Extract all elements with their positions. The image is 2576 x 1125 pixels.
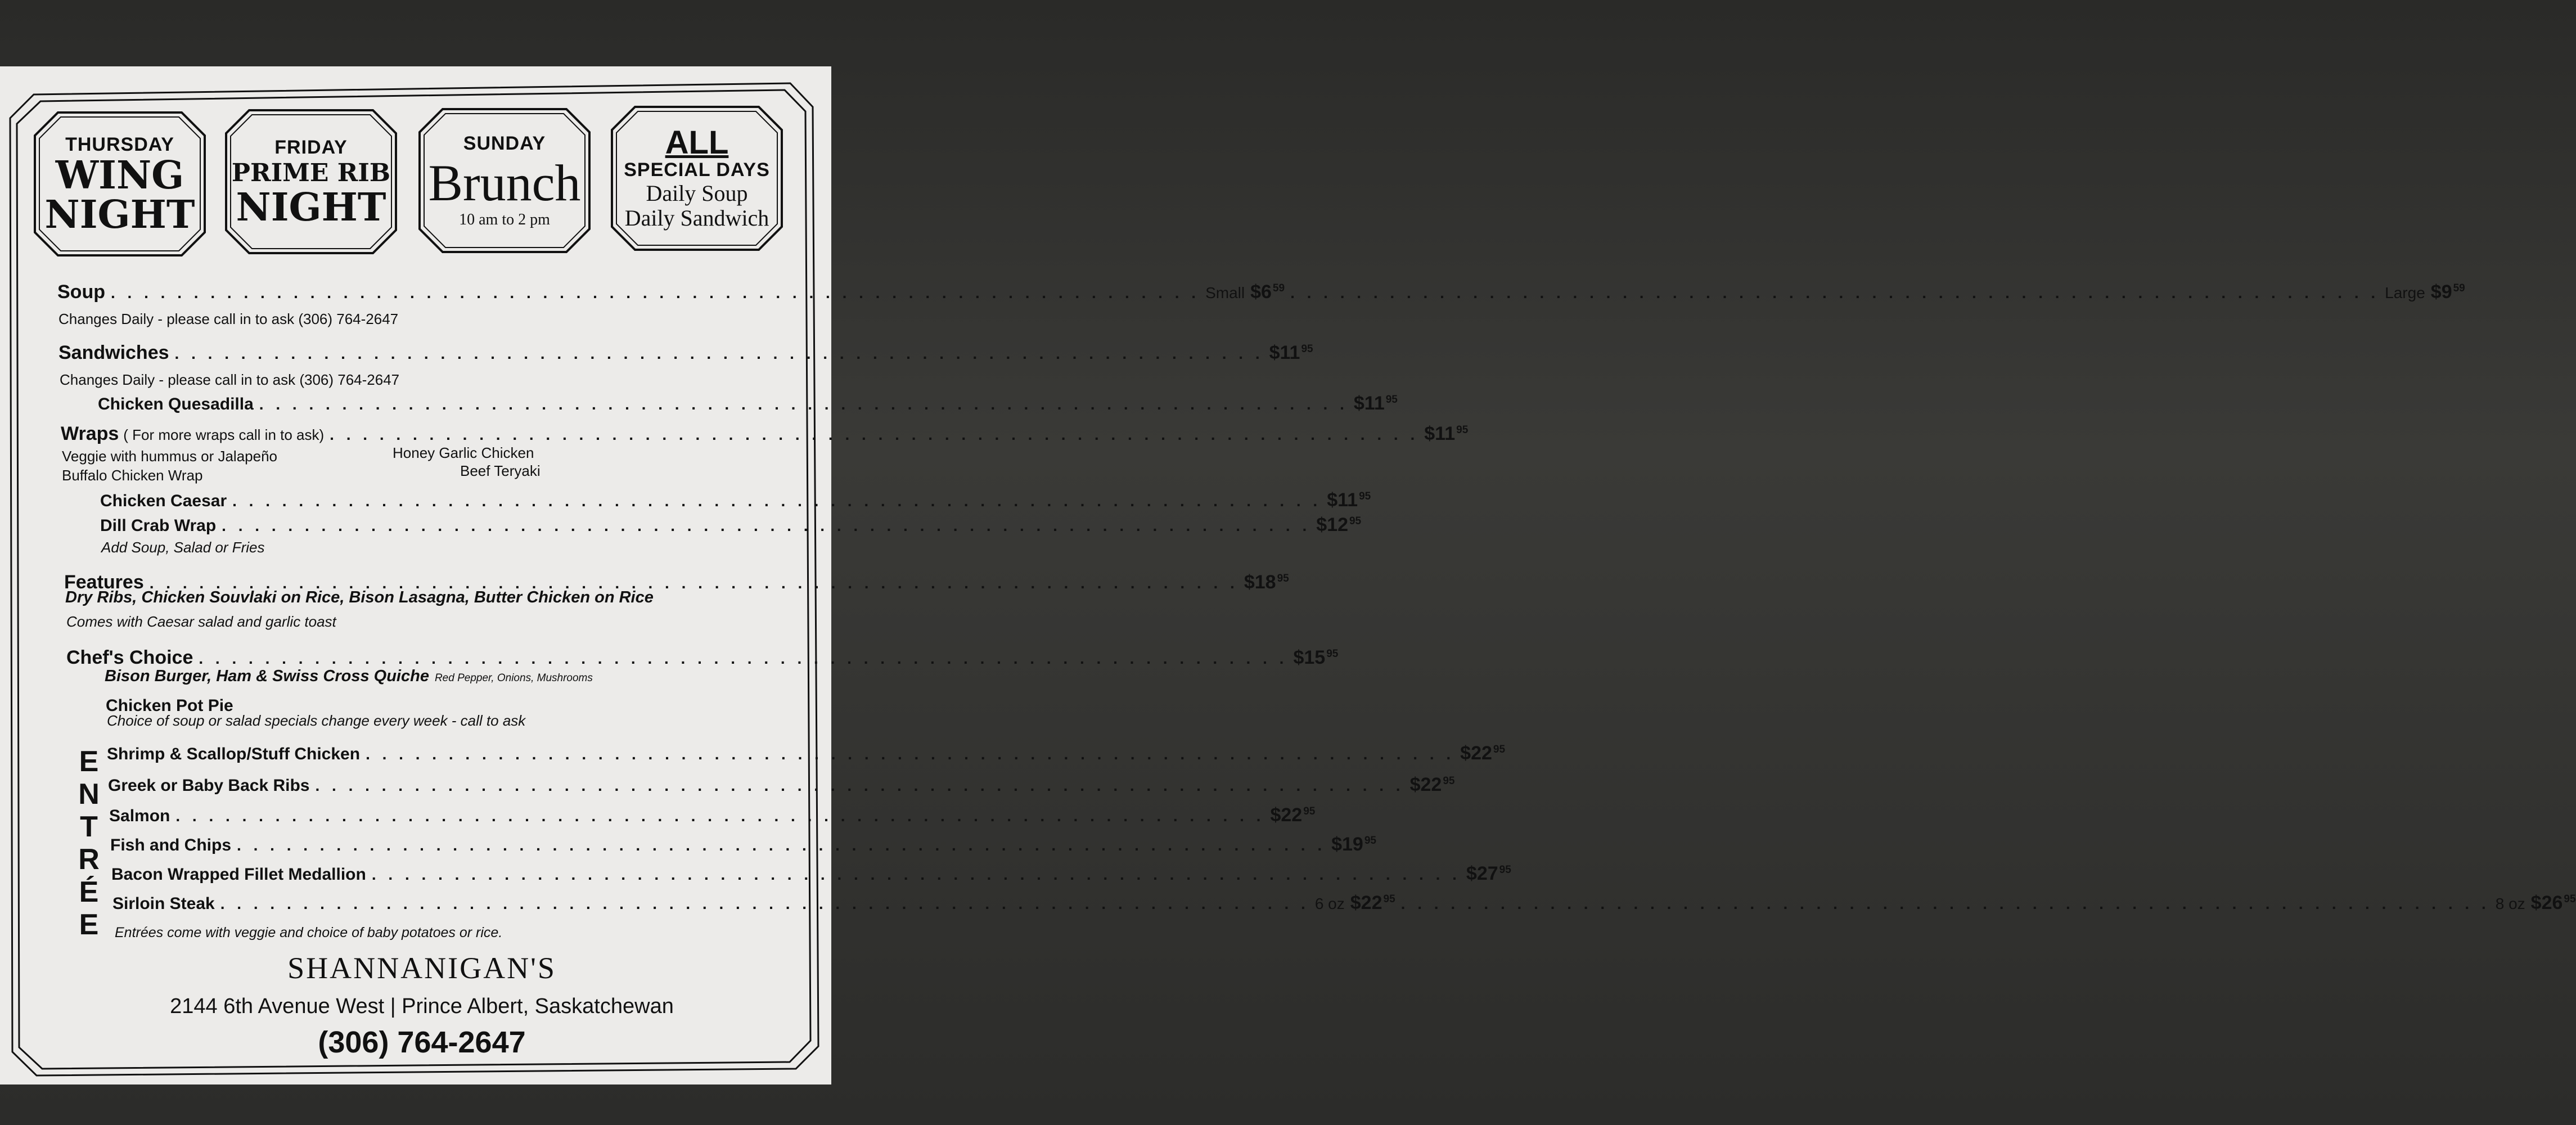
badge-heading: ALL: [665, 124, 729, 161]
wraps-option: Veggie with hummus or Jalapeño: [62, 448, 278, 465]
sirloin-size1: 6 oz: [1314, 895, 1345, 912]
dot-leader: . . . . . . . . . . . . . . . . . . . . . . . . . . . . . . . . . . . . . . . . . . . . . . . . . . . . . . . . . . . . . . . . . .: [259, 395, 1348, 413]
badge-line2: Daily Sandwich: [624, 205, 769, 231]
entree-price: $22 $^{95}$: [1460, 742, 1506, 764]
thursday-badge: [33, 110, 207, 258]
entree-vertical-label: [72, 745, 106, 941]
dot-leader: . . . . . . . . . . . . . . . . . . . . . . . . . . . . . . . . . . . . . . . . . . . . . . . . . . . . . . . . . . . . . . . . . .: [330, 426, 1419, 443]
quesadilla-price: $11 $^{95}$: [1353, 393, 1398, 414]
chef-title: Chef's Choice: [66, 647, 193, 668]
caesar-name: Chicken Caesar: [100, 492, 227, 510]
entree-row: [108, 774, 1455, 796]
all-days-badge: [610, 105, 784, 252]
wraps-note: ( For more wraps call in to ask): [123, 426, 325, 443]
chef-items: Bison Burger, Ham & Swiss Cross Quiche: [105, 667, 429, 685]
features-price: $18 $^{95}$: [1244, 572, 1289, 593]
entree-note: Entrées come with veggie and choice of baby potatoes or rice.: [115, 925, 503, 940]
chef-price: $15 $^{95}$: [1293, 647, 1339, 668]
sunday-badge: [417, 107, 592, 254]
chef-items-row: [105, 667, 593, 686]
wraps-option: Buffalo Chicken Wrap: [62, 467, 203, 484]
sirloin-row: [112, 892, 2576, 914]
dot-leader: . . . . . . . . . . . . . . . . . . . . . . . . . . . . . . . . . . . . . . . . . . . . . . . . . . . . . . . . . . . . . . . . . .: [366, 745, 1455, 763]
badge-line1: WING: [55, 152, 184, 198]
soup-small-price: $6 $^{59}$: [1250, 281, 1285, 303]
dot-leader: . . . . . . . . . . . . . . . . . . . . . . . . . . . . . . . . . . . . . . . . . . . . . . . . . . . . . . . . . . . . . . . . . .: [110, 284, 1200, 302]
entree-name: Bacon Wrapped Fillet Medallion: [111, 865, 366, 884]
sirloin-size2: 8 oz: [2495, 895, 2525, 912]
crab-price: $12 $^{95}$: [1316, 514, 1362, 536]
badge-line2: NIGHT: [236, 184, 386, 230]
entree-letter: E: [79, 908, 99, 941]
chef-note: Choice of soup or salad specials change every week - call to ask: [107, 712, 526, 729]
features-title: Features: [64, 572, 144, 593]
quesadilla-name: Chicken Quesadilla: [98, 395, 254, 413]
pot-pie: Chicken Pot Pie: [106, 696, 233, 715]
dot-leader: . . . . . . . . . . . . . . . . . . . . . . . . . . . . . . . . . . . . . . . . . . . . . . . . . . . . . . . . . . . . . . . . . .: [315, 777, 1404, 794]
chef-items-note: Red Pepper, Onions, Mushrooms: [434, 672, 593, 684]
sandwiches-title: Sandwiches: [58, 342, 169, 363]
entree-price: $22 $^{95}$: [1270, 804, 1316, 826]
badge-line1: PRIME RIB: [231, 158, 391, 187]
entree-price: $22 $^{95}$: [1409, 774, 1455, 795]
badge-sub: SPECIAL DAYS: [624, 159, 770, 181]
friday-badge: [224, 108, 398, 255]
soup-note: Changes Daily - please call in to ask (306) 764-2647: [58, 310, 399, 327]
entree-name: Greek or Baby Back Ribs: [108, 776, 310, 795]
entree-letter: T: [80, 811, 98, 843]
wraps-option: Beef Teryaki: [460, 462, 541, 479]
entree-price: $19 $^{95}$: [1331, 834, 1376, 855]
phone-number: (306) 764-2647: [318, 1025, 526, 1059]
features-items: Dry Ribs, Chicken Souvlaki on Rice, Bison Lasagna, Butter Chicken on Rice: [65, 588, 654, 606]
entree-name: Fish and Chips: [110, 836, 232, 854]
entree-row: [110, 834, 1376, 856]
soup-title: Soup: [57, 281, 105, 303]
entree-row: [109, 804, 1316, 826]
dot-leader: . . . . . . . . . . . . . . . . . . . . . . . . . . . . . . . . . . . . . . . . . . . . . . . . . . . . . . . . . . . . . . . . . .: [149, 574, 1239, 592]
crab-name: Dill Crab Wrap: [100, 516, 217, 535]
caesar-row: [100, 489, 1371, 511]
badge-hours: 10 am to 2 pm: [459, 210, 550, 228]
wraps-title: Wraps: [61, 423, 119, 444]
dot-leader: . . . . . . . . . . . . . . . . . . . . . . . . . . . . . . . . . . . . . . . . . . . . . . . . . . . . . . . . . . . . . . . . . .: [220, 895, 1309, 912]
soup-small-label: Small: [1205, 284, 1245, 302]
dot-leader: . . . . . . . . . . . . . . . . . . . . . . . . . . . . . . . . . . . . . . . . . . . . . . . . . . . . . . . . . . . . . . . . . .: [175, 807, 1265, 825]
dot-leader: . . . . . . . . . . . . . . . . . . . . . . . . . . . . . . . . . . . . . . . . . . . . . . . . . . . . . . . . . . . . . . . . . .: [1290, 284, 2380, 302]
soup-large-price: $9 $^{59}$: [2430, 281, 2465, 303]
quesadilla-row: [98, 393, 1398, 415]
dot-leader: . . . . . . . . . . . . . . . . . . . . . . . . . . . . . . . . . . . . . . . . . . . . . . . . . . . . . . . . . . . . . . . . . .: [232, 492, 1322, 510]
entree-letter: E: [79, 745, 99, 778]
sandwiches-price: $11 $^{95}$: [1269, 342, 1313, 363]
sirloin-price1: $22 $^{95}$: [1350, 892, 1395, 914]
soup-large-label: Large: [2385, 284, 2425, 302]
entree-price: $27 $^{95}$: [1466, 863, 1511, 884]
sandwiches-row: [58, 342, 1313, 364]
badge-day: THURSDAY: [65, 133, 174, 155]
dot-leader: . . . . . . . . . . . . . . . . . . . . . . . . . . . . . . . . . . . . . . . . . . . . . . . . . . . . . . . . . . . . . . . . . .: [371, 866, 1461, 883]
wraps-price: $11 $^{95}$: [1424, 423, 1469, 444]
wraps-row: [61, 423, 1469, 445]
entree-row: [111, 863, 1511, 885]
dot-leader: . . . . . . . . . . . . . . . . . . . . . . . . . . . . . . . . . . . . . . . . . . . . . . . . . . . . . . . . . . . . . . . . . .: [222, 517, 1311, 534]
brand-logo: SHANNANIGAN'S: [287, 951, 556, 985]
soup-row: [57, 281, 2465, 303]
caesar-price: $11 $^{95}$: [1327, 489, 1371, 511]
sirloin-price2: $26 $^{95}$: [2530, 892, 2576, 914]
sirloin-name: Sirloin Steak: [112, 894, 215, 913]
addons-note: Add Soup, Salad or Fries: [101, 539, 265, 556]
dot-leader: . . . . . . . . . . . . . . . . . . . . . . . . . . . . . . . . . . . . . . . . . . . . . . . . . . . . . . . . . . . . . . . . . .: [237, 836, 1326, 854]
entree-row: [107, 742, 1506, 764]
badge-day: FRIDAY: [274, 136, 348, 158]
entree-letter: R: [78, 843, 100, 876]
crab-row: [100, 514, 1362, 536]
dot-leader: . . . . . . . . . . . . . . . . . . . . . . . . . . . . . . . . . . . . . . . . . . . . . . . . . . . . . . . . . . . . . . . . . .: [1400, 895, 2490, 912]
dot-leader: . . . . . . . . . . . . . . . . . . . . . . . . . . . . . . . . . . . . . . . . . . . . . . . . . . . . . . . . . . . . . . . . . .: [199, 650, 1288, 667]
entree-letter: N: [78, 778, 100, 811]
badge-title: Brunch: [428, 154, 581, 212]
address: 2144 6th Avenue West | Prince Albert, Saskatchewan: [170, 994, 674, 1018]
chef-row: [66, 647, 1339, 669]
dot-leader: . . . . . . . . . . . . . . . . . . . . . . . . . . . . . . . . . . . . . . . . . . . . . . . . . . . . . . . . . . . . . . . . . .: [174, 345, 1264, 362]
features-note: Comes with Caesar salad and garlic toast: [66, 613, 336, 630]
entree-name: Shrimp & Scallop/Stuff Chicken: [107, 745, 361, 763]
badge-line2: NIGHT: [44, 192, 195, 237]
sandwiches-note: Changes Daily - please call in to ask (306) 764-2647: [60, 371, 400, 388]
badge-line1: Daily Soup: [646, 180, 748, 206]
entree-name: Salmon: [109, 807, 170, 825]
badge-day: SUNDAY: [463, 132, 546, 154]
entree-letter: É: [79, 876, 99, 908]
wraps-option: Honey Garlic Chicken: [393, 444, 534, 461]
